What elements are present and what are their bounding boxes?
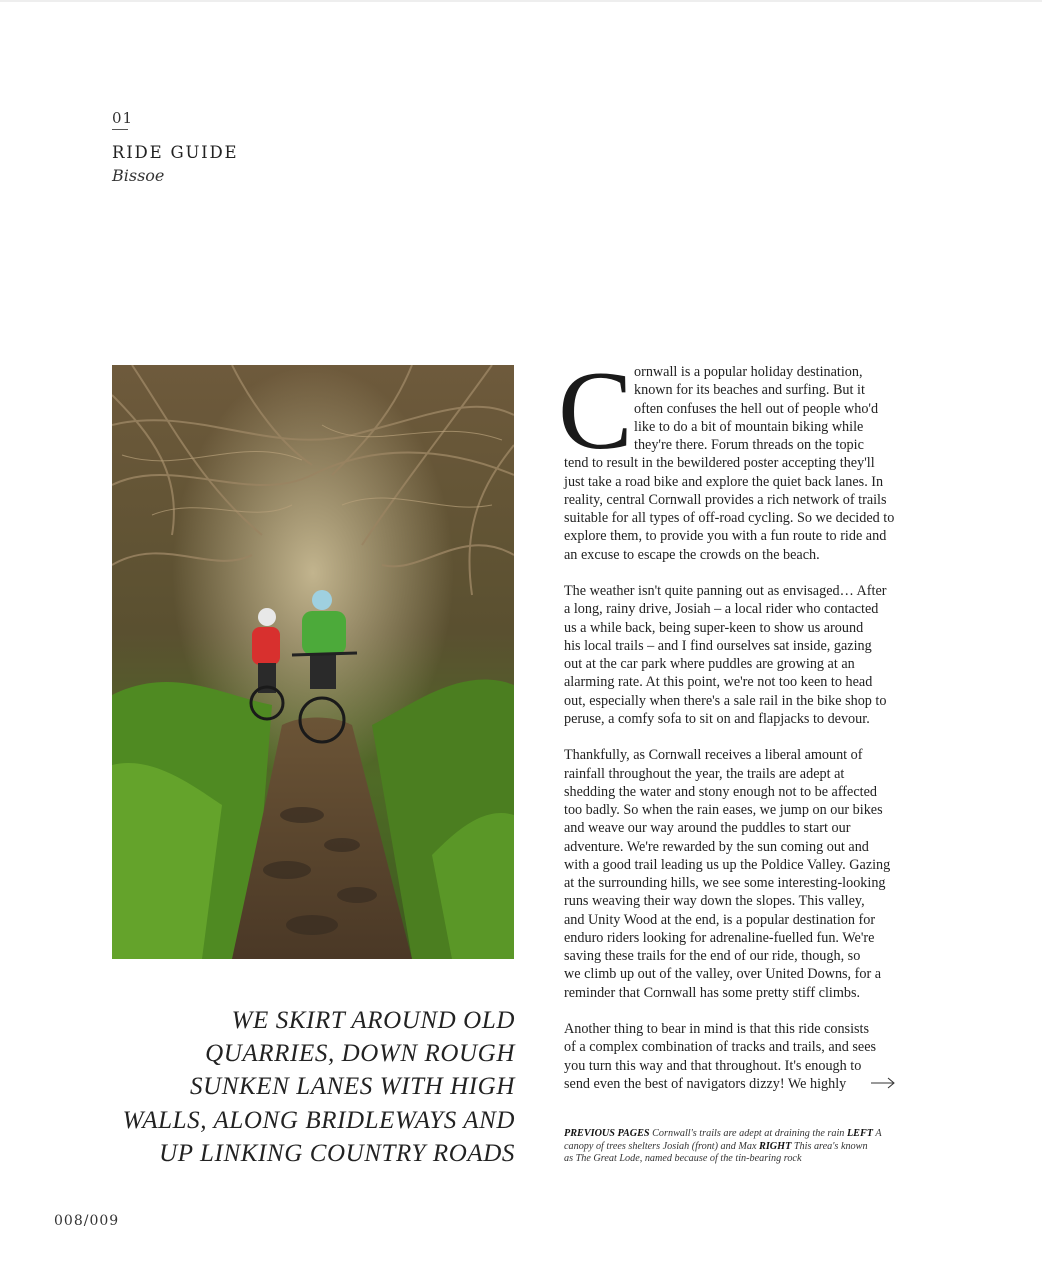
body-line: The weather isn't quite panning out as envisaged… After — [564, 583, 887, 599]
body-line: saving these trails for the end of our ride, though, so — [564, 948, 861, 964]
body-line: a long, rainy drive, Josiah – a local rider who contacted — [564, 601, 879, 618]
body-line: reminder that Cornwall has some pretty stiff climbs. — [564, 984, 861, 1001]
pull-quote-line: SUNKEN LANES WITH HIGH — [189, 1073, 515, 1101]
pull-quote-line: WE SKIRT AROUND OLD — [231, 1007, 515, 1034]
caption-label-left: LEFT — [846, 1128, 873, 1139]
body-line: at the surrounding hills, we see some interesting-looking — [564, 875, 886, 891]
caption-text: This area's known — [791, 1140, 868, 1152]
section-number-rule — [112, 129, 128, 130]
body-line: ornwall is a popular holiday destination, — [634, 364, 863, 380]
drop-cap: C — [558, 349, 633, 473]
body-line: his local trails – and I find ourselves sat inside, gazing — [564, 637, 872, 654]
caption-label-right: RIGHT — [759, 1140, 792, 1152]
article-body — [558, 349, 900, 1093]
pull-quote-line: WALLS, ALONG BRIDLEWAYS AND — [122, 1106, 515, 1134]
body-line: rainfall throughout the year, the trails are adept at — [564, 765, 845, 782]
body-line: of a complex combination of tracks and trails, and sees — [564, 1039, 877, 1056]
section-number: 01 — [112, 109, 134, 127]
body-line: and Unity Wood at the end, is a popular destination for — [564, 911, 876, 928]
body-line: often confuses the hell out of people who'd — [634, 400, 879, 417]
body-line: like to do a bit of mountain biking while — [634, 418, 864, 435]
body-line: out at the car park where puddles are growing at an — [564, 656, 855, 672]
body-line: alarming rate. At this point, we're not too keen to head — [564, 674, 873, 691]
body-line: you turn this way and that throughout. It's enough to — [564, 1057, 862, 1074]
body-line: and weave our way around the puddles to start our — [564, 820, 851, 837]
ride-guide-title: RIDE GUIDE — [112, 143, 239, 162]
body-line: out, especially when there's a sale rail in the bike shop to — [564, 692, 887, 709]
body-line: peruse, a comfy sofa to sit on and flapjacks to devour. — [564, 710, 870, 727]
body-line: explore them, to provide you with a fun route to ride and — [564, 528, 887, 545]
photo-caption — [564, 1128, 904, 1166]
riders-trail-photo — [112, 365, 514, 959]
caption-text: A — [872, 1128, 882, 1139]
body-line: reality, central Cornwall provides a rich network of trails — [564, 491, 887, 508]
ride-location: Bissoe — [112, 166, 165, 185]
body-line: us a while back, being super-keen to show us around — [564, 619, 864, 636]
body-line: send even the best of navigators dizzy! We highly — [564, 1075, 847, 1092]
caption-label-previous-pages: PREVIOUS PAGES — [564, 1128, 650, 1139]
body-line: they're there. Forum threads on the topic — [634, 437, 864, 453]
continue-arrow-icon — [870, 1076, 896, 1090]
caption-text: as The Great Lode, named because of the tin-bearing rock — [564, 1153, 802, 1165]
body-line: known for its beaches and surfing. But it — [634, 382, 865, 399]
caption-text: Cornwall's trails are adept at draining the rain — [649, 1128, 847, 1139]
body-line: we climb up out of the valley, over United Downs, for a — [564, 966, 882, 983]
body-line: shedding the water and stony enough not to be affected — [564, 783, 877, 800]
body-line: tend to result in the bewildered poster accepting they'll — [564, 455, 875, 472]
page-numbers: 008/009 — [54, 1213, 120, 1229]
body-line: enduro riders looking for adrenaline-fuelled fun. We're — [564, 929, 875, 946]
body-line: Thankfully, as Cornwall receives a liberal amount of — [564, 747, 863, 764]
pull-quote-line: QUARRIES, DOWN ROUGH — [205, 1040, 515, 1068]
body-line: adventure. We're rewarded by the sun coming out and — [564, 838, 869, 855]
body-line: runs weaving their way down the slopes. This valley, — [564, 893, 865, 910]
pull-quote-line: UP LINKING COUNTRY ROADS — [159, 1139, 515, 1167]
body-line: too badly. So when the rain eases, we jump on our bikes — [564, 802, 883, 818]
body-line: just take a road bike and explore the quiet back lanes. In — [564, 473, 884, 490]
body-line: an excuse to escape the crowds on the beach. — [564, 546, 820, 563]
body-line: with a good trail leading us up the Poldice Valley. Gazing — [564, 856, 891, 873]
pull-quote — [100, 1004, 515, 1170]
page-top-rule — [0, 0, 1042, 2]
body-line: suitable for all types of off-road cycling. So we decided to — [564, 510, 895, 526]
body-line: Another thing to bear in mind is that this ride consists — [564, 1021, 869, 1037]
caption-text: canopy of trees shelters Josiah (front) and Max — [564, 1140, 760, 1152]
